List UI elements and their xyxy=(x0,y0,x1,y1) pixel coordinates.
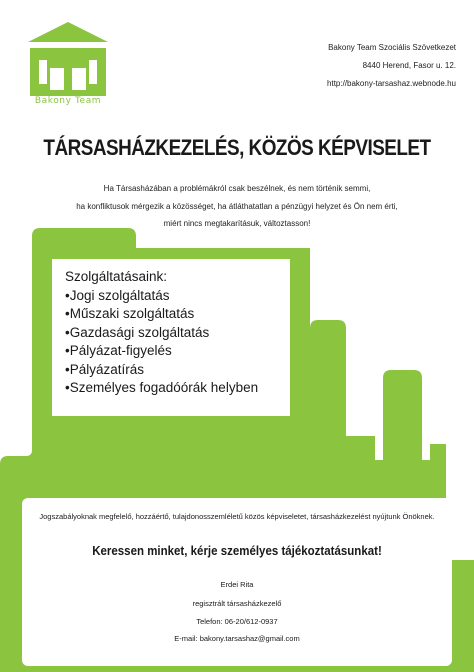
call-to-action: Keressen minket, kérje személyes tájékoztatásunkat! xyxy=(92,544,382,558)
service-item: •Pályázat-figyelés xyxy=(65,343,172,358)
service-item: •Jogi szolgáltatás xyxy=(65,287,170,303)
contact-person-name: Erdei Rita xyxy=(220,580,254,589)
service-statement: Jogszabályoknak megfelelő, hozzáértő, tulajdonosszemléletű közös képviseletet, társasházkezelést nyújtunk Önöknek. xyxy=(39,512,435,521)
organization-address: 8440 Herend, Fasor u. 12. xyxy=(362,61,456,70)
contact-email[interactable]: E-mail: bakony.tarsashaz@gmail.com xyxy=(174,634,300,643)
intro-line: ha konfliktusok mérgezik a közösséget, ha átláthatatlan a pénzügyi helyzet és Ön nem érti, xyxy=(76,202,398,211)
intro-line: miért nincs megtakarításuk, változtasson! xyxy=(163,219,311,228)
service-item: •Pályázatírás xyxy=(65,361,145,377)
services-heading: Szolgáltatásaink: xyxy=(65,269,168,284)
contact-phone[interactable]: Telefon: 06-20/612-0937 xyxy=(196,617,278,626)
service-item: •Személyes fogadóórák helyben xyxy=(65,380,259,395)
service-item: •Műszaki szolgáltatás xyxy=(65,306,195,321)
contact-person-role: regisztrált társasházkezelő xyxy=(192,599,282,608)
intro-line: Ha Társasházában a problémákról csak beszélnek, és nem történik semmi, xyxy=(103,184,371,193)
organization-website[interactable]: http://bakony-tarsashaz.webnode.hu xyxy=(327,79,456,88)
page-title: TÁRSASHÁZKEZELÉS, KÖZÖS KÉPVISELET xyxy=(43,135,431,160)
services-list xyxy=(65,268,305,398)
logo-text: Bakony Team xyxy=(34,96,102,106)
organization-name: Bakony Team Szociális Szövetkezet xyxy=(328,43,456,52)
service-item: •Gazdasági szolgáltatás xyxy=(65,324,210,340)
